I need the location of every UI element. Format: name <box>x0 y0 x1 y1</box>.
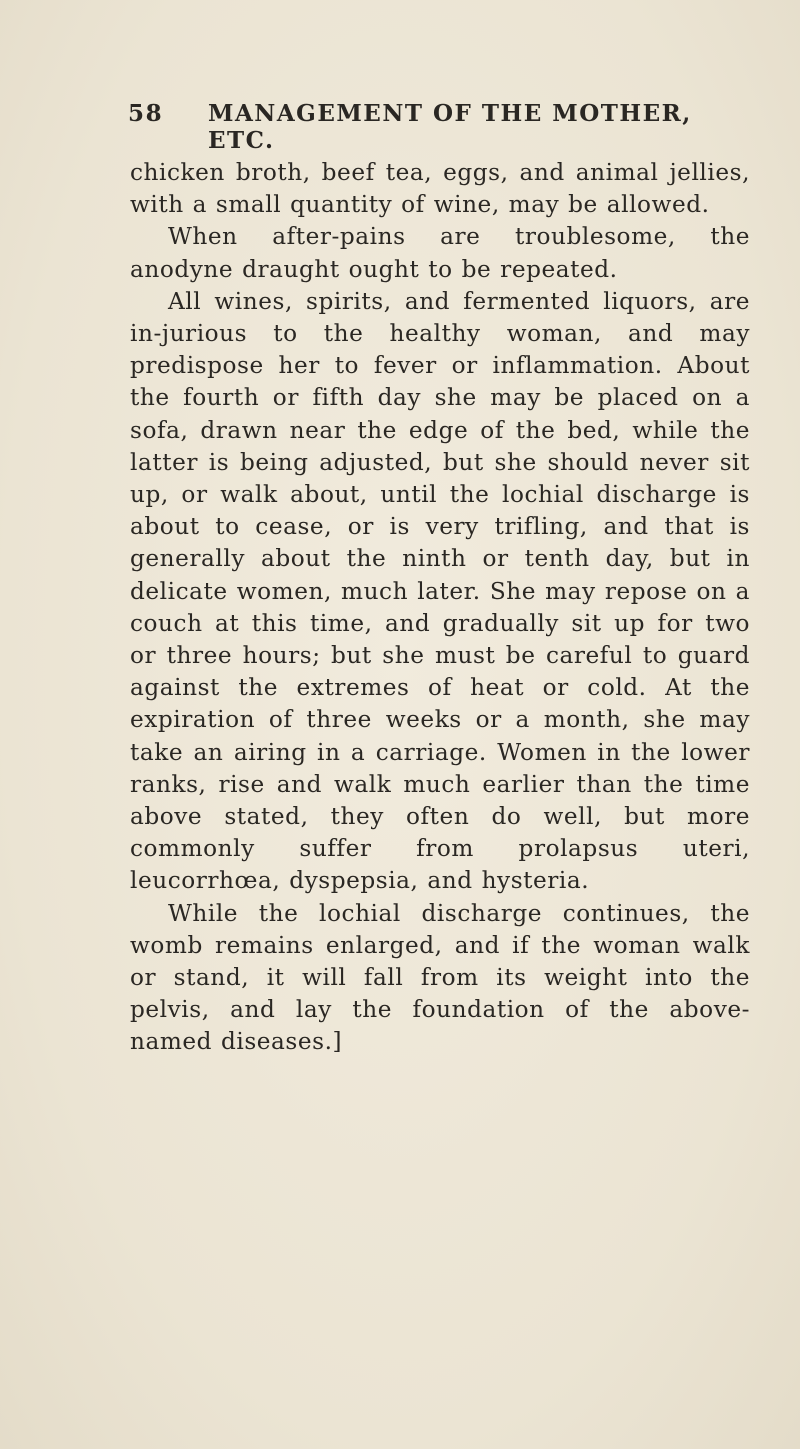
body-text <box>130 157 750 1059</box>
paragraph-after-pains: When after-pains are troublesome, the anodyne draught ought to be repeated. <box>130 223 750 283</box>
page-number: 58 <box>128 100 164 127</box>
page-header <box>128 100 748 154</box>
paragraph-continued: chicken broth, beef tea, eggs, and animal jellies, with a small quantity of wine, may be allowed. <box>130 159 750 219</box>
paragraph-wines-and-recovery: All wines, spirits, and fermented liquors, are in-jurious to the healthy woman, and may predispose her to fever or inflammation. About the fourth or fifth day she may be placed on a sofa, drawn near the edge of the bed, while the latter is being adjusted, but she should never sit up, or walk about, until the lochial discharge is about to cease, or is very trifling, and that is generally about the ninth or tenth day, but in delicate women, much later. She may repose on a couch at this time, and gradually sit up for two or three hours; but she must be careful to guard against the extremes of heat or cold. At the expiration of three weeks or a month, she may take an airing in a carriage. Women in the lower ranks, rise and walk much earlier than the time above stated, they often do well, but more commonly suffer from prolapsus uteri, leucorrhœa, dyspepsia, and hysteria. <box>130 287 750 895</box>
paragraph-lochial-discharge: While the lochial discharge continues, the womb remains enlarged, and if the woman walk or stand, it will fall from its weight into the pelvis, and lay the foundation of the above-named diseases.] <box>130 899 750 1056</box>
running-title: MANAGEMENT OF THE MOTHER, ETC. <box>208 100 692 154</box>
